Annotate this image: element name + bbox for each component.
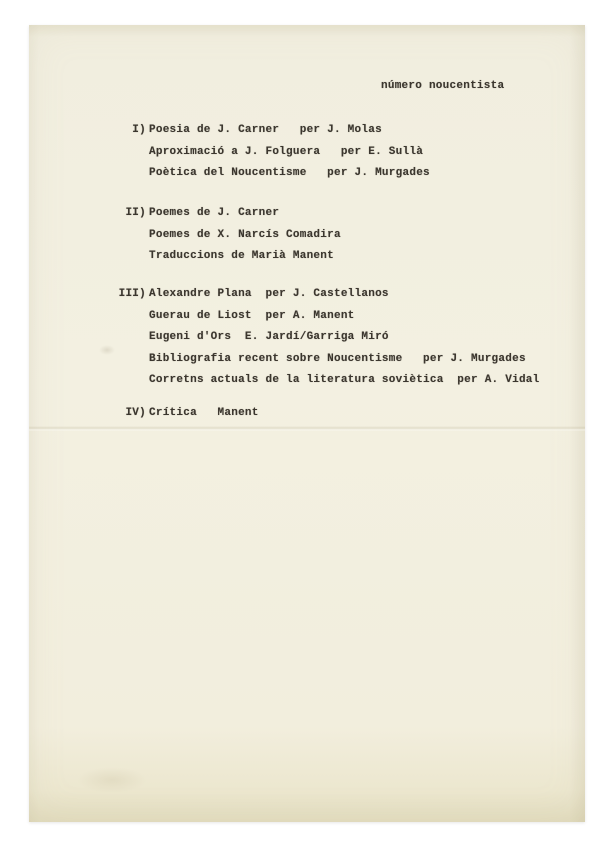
toc-item: Guerau de Liost per A. Manent bbox=[149, 309, 355, 322]
toc-section-1 bbox=[29, 120, 585, 185]
toc-line bbox=[29, 284, 585, 306]
toc-item: Crítica Manent bbox=[149, 407, 259, 419]
section-numeral: III) bbox=[118, 288, 146, 300]
toc-line bbox=[29, 142, 585, 164]
toc-line bbox=[29, 203, 585, 225]
toc-item: Aproximació a J. Folguera per E. Sullà bbox=[149, 145, 424, 158]
section-numeral: IV) bbox=[125, 407, 146, 419]
toc-line bbox=[29, 120, 585, 142]
toc-item: Eugeni d'Ors E. Jardí/Garriga Miró bbox=[149, 331, 389, 343]
toc-section-3 bbox=[29, 284, 585, 392]
section-numeral: I) bbox=[132, 124, 146, 136]
toc-line bbox=[29, 246, 585, 268]
toc-item: Poètica del Noucentisme per J. Murgades bbox=[149, 167, 430, 179]
toc-item: Poemes de X. Narcís Comadira bbox=[149, 228, 341, 241]
toc-item: Alexandre Plana per J. Castellanos bbox=[149, 288, 389, 300]
toc-line bbox=[29, 403, 585, 425]
toc-line bbox=[29, 225, 585, 247]
section-numeral: II) bbox=[125, 207, 146, 219]
toc-line bbox=[29, 327, 585, 349]
toc-line bbox=[29, 349, 585, 371]
paper-smudge bbox=[77, 767, 147, 793]
toc-section-2 bbox=[29, 203, 585, 268]
toc-section-4 bbox=[29, 403, 585, 425]
toc-item: Bibliografia recent sobre Noucentisme per J. Murgades bbox=[149, 352, 526, 365]
scanned-paper-sheet bbox=[29, 25, 585, 822]
toc-item: Corretns actuals de la literatura soviètica per A. Vidal bbox=[149, 374, 540, 386]
document-title: número noucentista bbox=[381, 80, 505, 92]
toc-line bbox=[29, 306, 585, 328]
toc-item: Traduccions de Marià Manent bbox=[149, 250, 334, 262]
toc-item: Poesia de J. Carner per J. Molas bbox=[149, 124, 382, 136]
toc-line bbox=[29, 163, 585, 185]
fold-crease bbox=[29, 426, 585, 431]
toc-line bbox=[29, 370, 585, 392]
toc-item: Poemes de J. Carner bbox=[149, 207, 280, 219]
